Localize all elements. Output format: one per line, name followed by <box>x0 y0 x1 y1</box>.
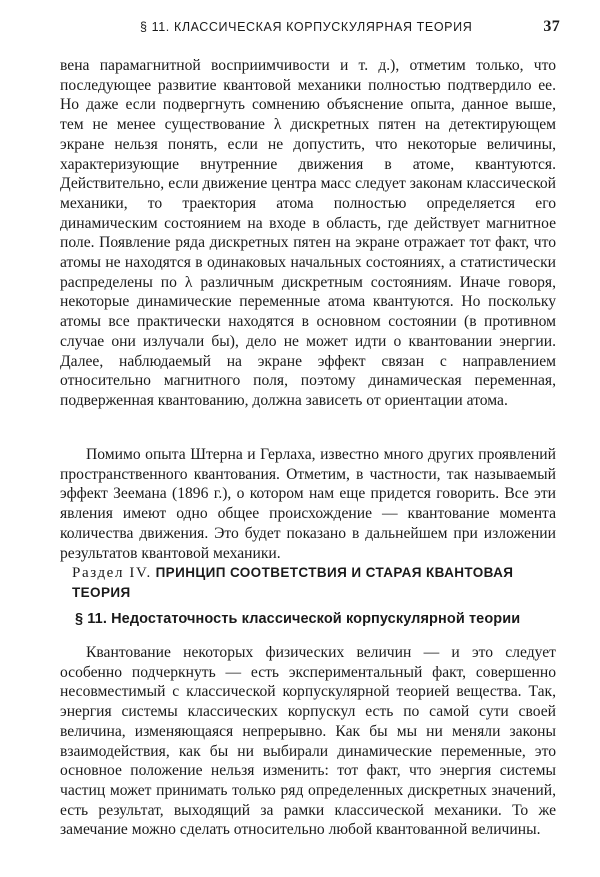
section-title: ПРИНЦИП СООТВЕТСТВИЯ И СТАРАЯ КВАНТОВАЯ ТЕОРИЯ <box>72 565 514 600</box>
text-block-2 <box>60 445 556 563</box>
running-title: § 11. КЛАССИЧЕСКАЯ КОРПУСКУЛЯРНАЯ ТЕОРИЯ <box>140 20 473 34</box>
body-paragraph-2: Помимо опыта Штерна и Герлаха, известно много других проявлений пространственного квантования. Отметим, в частности, так называемый эффект Зеемана (1896 г.), о котором нам еще придется говорить. Все эти явления имеют одно общее происхождение — квантование момента количества движения. Это будет показано в дальнейшем при изложении результатов квантовой механики. <box>60 446 556 562</box>
body-paragraph-1: вена парамагнитной восприимчивости и т. д.), отметим только, что последующее развитие квантовой механики полностью подтвердило ее. Но даже если подвергнуть сомнению объяснение опыта, данное выше, тем не менее существование λ дискретных пятен на детектирующем экране нельзя понять, если не допустить, что некоторые величины, характеризующие внутренние движения в атоме, квантуются. Действительно, если движение центра масс следует законам классической механики, то траектория атома полностью определяется его динамическим состоянием на входе в область, где действует магнитное поле. Появление ряда дискретных пятен на экране отражает тот факт, что атомы не находятся в одинаковых начальных состояниях, а статистически распределены по λ различным дискретным состояниям. Иначе говоря, некоторые динамические переменные атома квантуются. Но поскольку атомы все практически находятся в основном состоянии (в противном случае они излучали бы), дело не может идти о квантовании энергии. Далее, наблюдаемый на экране эффект связан с направлением относительно магнитного поля, поэтому динамическая переменная, подверженная квантованию, должна зависеть от ориентации атома. <box>60 57 556 409</box>
paragraph-heading: § 11. Недостаточность классической корпускулярной теории <box>75 611 521 627</box>
text-block-1 <box>60 56 556 411</box>
body-paragraph-3: Квантование некоторых физических величин — и это следует особенно подчеркнуть — есть экспериментальный факт, совершенно несовместимый с классической корпускулярной теорией вещества. Так, энергия системы классических корпускул есть по самой сути своей величина, изменяющаяся непрерывно. Как бы мы ни меняли законы взаимодействия, как бы ни выбирали динамические переменные, это основное положение нельзя изменить: тот факт, что энергия системы частиц может принимать только ряд определенных дискретных значений, есть результат, выходящий за рамки классической механики. То же замечание можно сделать относительно любой квантованной величины. <box>60 644 556 839</box>
text-block-3 <box>60 643 556 840</box>
section-heading <box>72 563 542 603</box>
section-label: Раздел IV. <box>72 565 152 581</box>
running-head <box>60 18 560 40</box>
page-number: 37 <box>543 18 560 35</box>
